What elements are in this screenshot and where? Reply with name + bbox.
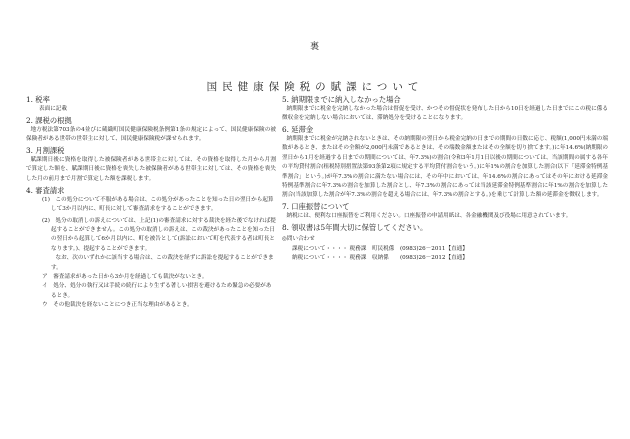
appeal-item-1: (1) この処分について不服がある場合は、この処分があったことを知った日の翌日から起算して3か月以内に、町長に対して審査請求をすることができます。: [42, 196, 274, 213]
section-heading-direct-debit: 7. 口座振替について: [282, 202, 350, 212]
page-title: 国民健康保険税の賦課について: [206, 81, 424, 93]
appeal-list-a: ア 審査請求があった日から3か月を経過しても裁決がないとき。: [42, 274, 208, 281]
appeal-list-u: ウ その他裁決を経ないことにつき正当な理由があるとき。: [42, 302, 193, 309]
contact-row-payment: 納税について・・・・ 税務課 収納係 (0983)26－2012【直通】: [292, 255, 468, 262]
section-heading-monthly: 3. 月割課税: [26, 146, 65, 155]
section-heading-tax-rate: 1. 税率: [26, 94, 50, 104]
contact-row-assessment: 課税について・・・・ 税務課 町民税係 (0983)26－2011【直通】: [292, 245, 468, 252]
contact-heading: ◎問い合わせ: [282, 236, 315, 243]
contact-block: [282, 235, 608, 263]
appeal-list-i: イ 処分、処分の執行又は手続の続行により生ずる著しい損害を避けるため緊急の必要があるとき。: [42, 283, 272, 299]
section-text-monthly: 賦課期日後に資格を取得した被保険者がある世帯主に対しては、その資格を取得した月から月割で算定した額を、賦課期日後に資格を喪失した被保険者がある世帯主に対しては、その資格を喪失した月の前月まで月割で算定した額を課税します。: [26, 157, 276, 182]
section-heading-appeal: 4. 審査請求: [26, 185, 65, 195]
section-heading-late-fee: 6. 延滞金: [282, 125, 314, 134]
appeal-item-2-note: なお、次のいずれかに該当する場合は、この裁決を経ずに訴訟を提起することができます。: [51, 255, 274, 271]
section-heading-receipt: 8. 領収書は5年間大切に保管してください。: [282, 223, 428, 233]
left-column: [26, 93, 276, 311]
right-column: [282, 93, 608, 264]
section-text-late-fee: 納期限までに税金が完納されないときは、その納期限の翌日から税金完納の日までの期間の日数に応じ、税額(1,000円未満の端数があるとき、またはその全額が2,000円未満であるときは、その端数金額またはその全額を切り捨てます。)に年14.6%(納期限の翌日から1月を経過する日までの期間については、年7.3%)の割合(令和3年1月1日以後の期間については、当該期間の属する各年の平均貸付割合(租税特別措置法第93条第2項に規定する平均貸付割合をいう。)に年1%の割合を加算した割合(以下「延滞金特例基準割合」という。)が年7.3%の割合に満たない場合には、その年中においては、年14.6%の割合にあってはその年における延滞金特例基準割合に年7.3%の割合を加算した割合とし、年7.3%の割合にあっては当該延滞金特例基準割合に年1%の割合を加算した割合(当該加算した割合が年7.3%の割合を超える場合には、年7.3%の割合とする。)を乗じて計算した額の延滞金を徴収します。: [282, 136, 608, 199]
section-text-basis: 地方税法第703条の4並びに蔵織町国民健康保険税条例第1条の規定によって、国民健康保険の被保険者がある世帯の世帯主に対して、国民健康保険税が課せられます。: [26, 126, 276, 142]
section-text-direct-debit: 納税には、便利な口座振替をご利用ください。口座振替の申請用紙は、各金融機関及び役場に用意されています。: [286, 213, 572, 220]
appeal-item-2: (2) 処分の取消しの訴えについては、上記(1)の審査請求に対する裁決を経た後でなければ提起することができません。この処分の取消しの訴えは、この裁決があったことを知った日の翌日から起算して6か月以内に、町を被告として(訴訟において町を代表する者は町長となります。)、提起することができます。: [42, 217, 276, 252]
section-text-tax-rate: 表面に記載: [39, 105, 67, 112]
section-heading-unpaid: 5. 納期限までに納入しなかった場合: [282, 94, 401, 104]
section-text-unpaid: 納期限までに税金を完納しなかった場合は督促を受け、かつその督促状を発布した日から10日を経過した日までにこの税に係る徴収金を完納しない場合においては、滞納処分を受けることになります。: [282, 105, 608, 121]
section-heading-basis: 2. 課税の根拠: [26, 115, 72, 125]
back-side-marker: 裏: [309, 42, 320, 52]
